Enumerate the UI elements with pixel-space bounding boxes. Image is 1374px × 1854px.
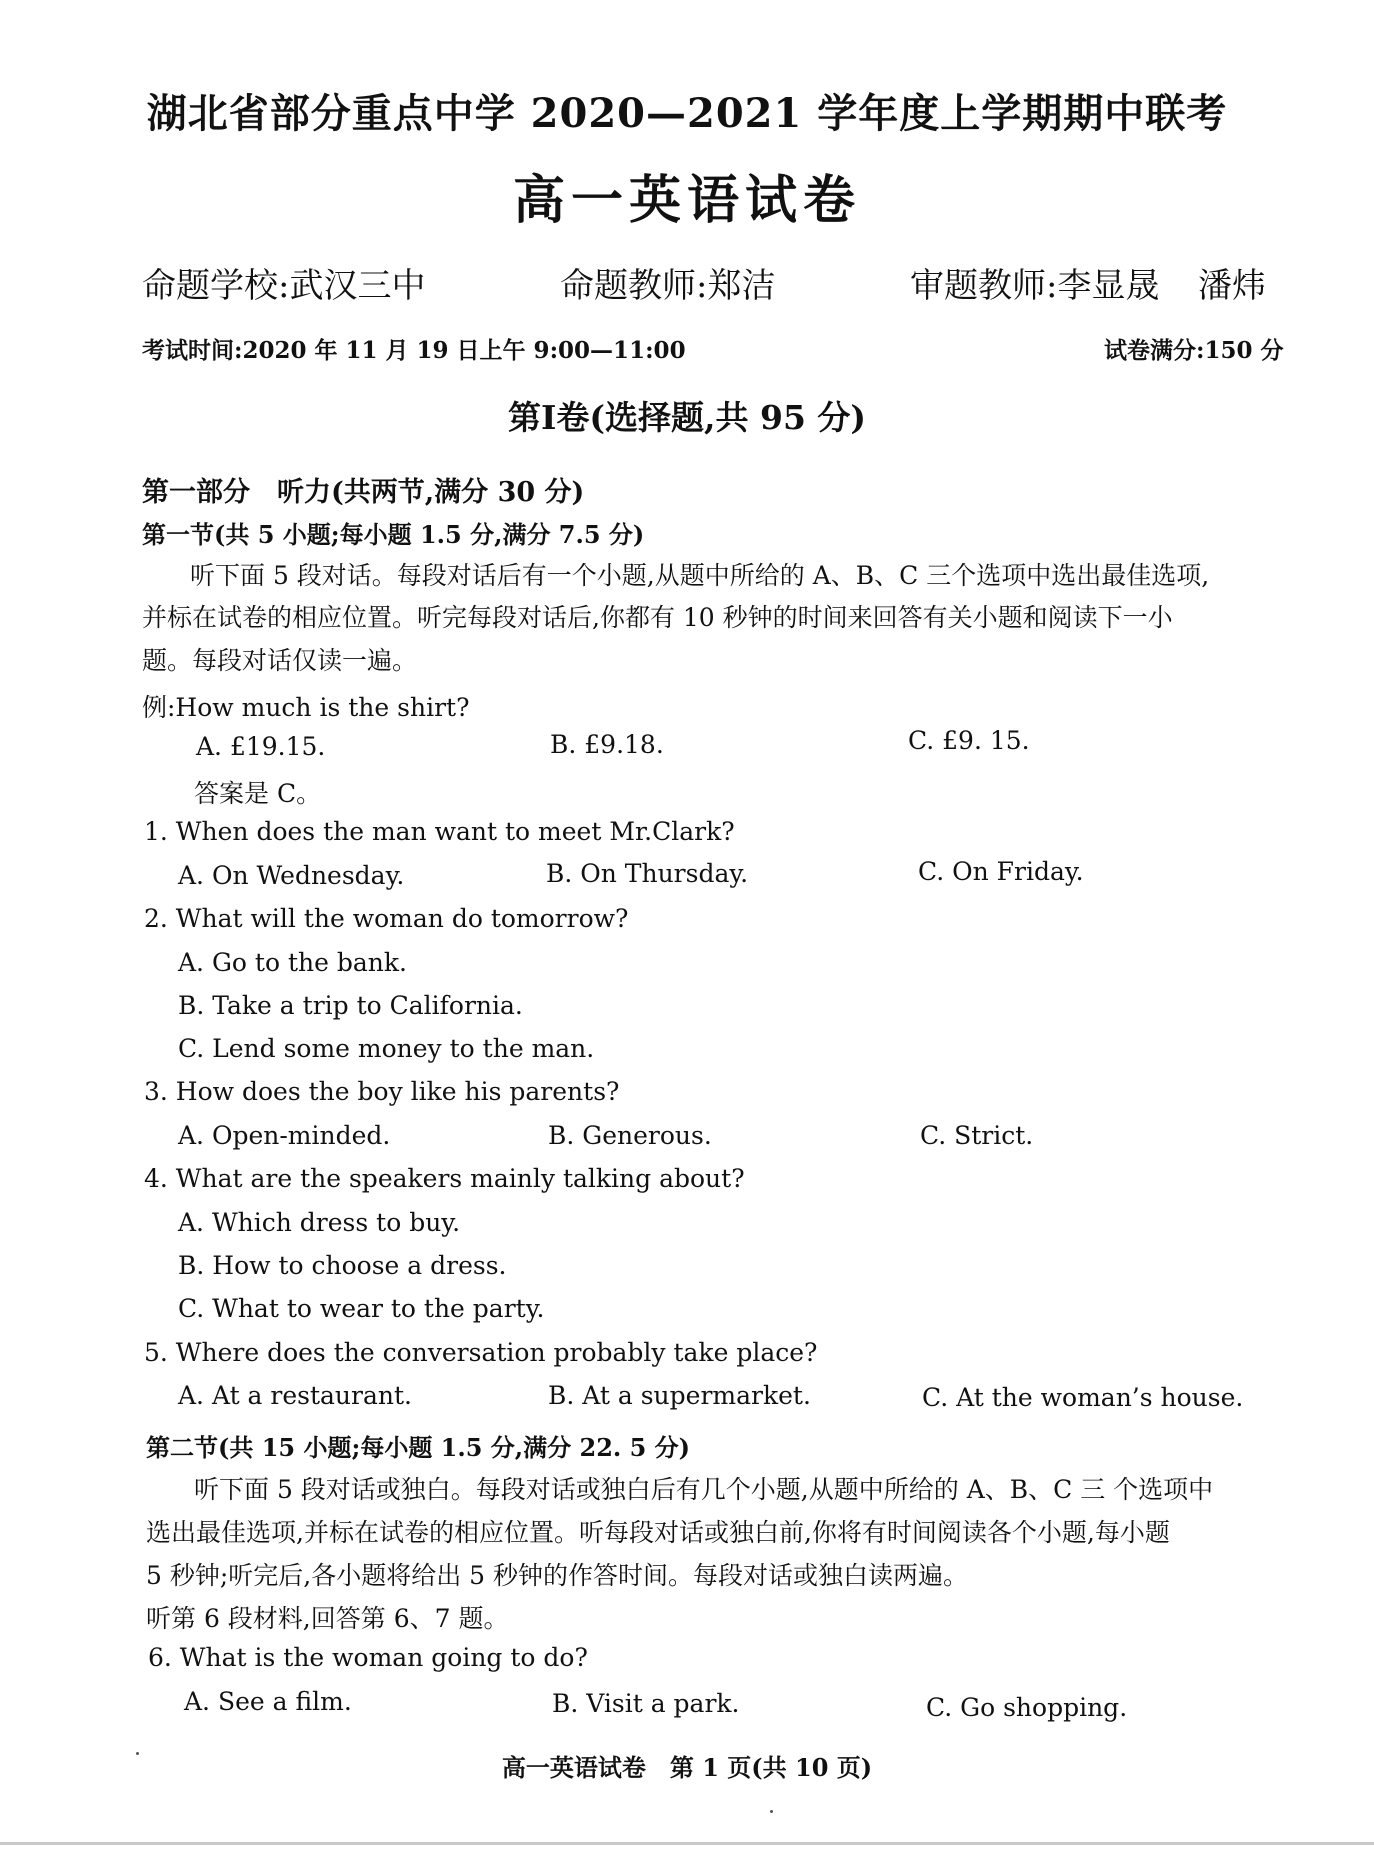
answer-option: B. Take a trip to California. — [178, 991, 523, 1020]
scan-speck — [136, 1752, 139, 1755]
answer-option: B. Generous. — [548, 1121, 712, 1150]
question-stem: 1. When does the man want to meet Mr.Clark? — [144, 817, 735, 846]
page-footer: 高一英语试卷 第 1 页(共 10 页) — [501, 1753, 873, 1782]
exam-time: 考试时间:2020 年 11 月 19 日上午 9:00—11:00 — [142, 337, 686, 364]
answer-option: C. Strict. — [920, 1121, 1034, 1150]
setter-teacher: 命题教师:郑洁 — [560, 266, 776, 306]
volume-title: 第Ⅰ卷(选择题,共 95 分) — [507, 398, 867, 437]
instruction-line: 5 秒钟;听完后,各小题将给出 5 秒钟的作答时间。每段对话或独白读两遍。 — [146, 1561, 969, 1590]
question-stem: 5. Where does the conversation probably take place? — [144, 1338, 818, 1367]
answer-option: C. Go shopping. — [926, 1693, 1128, 1722]
section-title: 第一节(共 5 小题;每小题 1.5 分,满分 7.5 分) — [142, 520, 645, 549]
answer-option: A. Which dress to buy. — [178, 1208, 461, 1237]
material-note: 听第 6 段材料,回答第 6、7 题。 — [146, 1604, 509, 1633]
full-score: 试卷满分:150 分 — [1104, 337, 1284, 364]
exam-subtitle: 高一英语试卷 — [512, 170, 861, 231]
answer-option: B. Visit a park. — [552, 1689, 740, 1718]
answer-option: A. On Wednesday. — [178, 861, 405, 890]
instruction-line: 听下面 5 段对话或独白。每段对话或独白后有几个小题,从题中所给的 A、B、C 三 个选项中 — [194, 1475, 1214, 1504]
answer-option: B. At a supermarket. — [548, 1381, 811, 1410]
answer-option: C. On Friday. — [918, 857, 1084, 886]
answer-option: A. Go to the bank. — [178, 948, 407, 977]
example-question: 例:How much is the shirt? — [142, 693, 470, 722]
instruction-line: 并标在试卷的相应位置。听完每段对话后,你都有 10 秒钟的时间来回答有关小题和阅读下一小 — [142, 603, 1173, 632]
answer-option: B. On Thursday. — [546, 859, 749, 888]
answer-option: C. What to wear to the party. — [178, 1294, 545, 1323]
example-option: A. £19.15. — [196, 732, 326, 761]
instruction-line: 题。每段对话仅读一遍。 — [142, 646, 418, 675]
instruction-line: 听下面 5 段对话。每段对话后有一个小题,从题中所给的 A、B、C 三个选项中选出最佳选项, — [190, 561, 1210, 590]
answer-option: C. Lend some money to the man. — [178, 1034, 595, 1063]
part-title: 第一部分 听力(共两节,满分 30 分) — [142, 477, 585, 508]
question-stem: 6. What is the woman going to do? — [148, 1643, 588, 1672]
question-stem: 4. What are the speakers mainly talking about? — [144, 1164, 745, 1193]
question-stem: 2. What will the woman do tomorrow? — [144, 904, 629, 933]
scan-speck — [770, 1810, 773, 1813]
answer-option: B. How to choose a dress. — [178, 1251, 507, 1280]
question-stem: 3. How does the boy like his parents? — [144, 1077, 620, 1106]
answer-option: A. See a film. — [184, 1687, 352, 1716]
exam-title: 湖北省部分重点中学 2020—2021 学年度上学期期中联考 — [146, 90, 1228, 137]
instruction-line: 选出最佳选项,并标在试卷的相应位置。听每段对话或独白前,你将有时间阅读各个小题,每小题 — [146, 1518, 1170, 1547]
reviewer-teacher-2: 潘炜 — [1198, 266, 1266, 306]
scan-edge — [0, 1842, 1374, 1845]
answer-option: A. Open-minded. — [178, 1121, 391, 1150]
example-answer: 答案是 C。 — [194, 779, 322, 808]
example-option: B. £9.18. — [550, 730, 664, 759]
example-option: C. £9. 15. — [908, 726, 1030, 755]
answer-option: A. At a restaurant. — [178, 1381, 412, 1410]
reviewer-teacher: 审题教师:李显晟 — [910, 266, 1160, 306]
answer-option: C. At the woman’s house. — [922, 1383, 1244, 1412]
section-title: 第二节(共 15 小题;每小题 1.5 分,满分 22. 5 分) — [146, 1433, 691, 1462]
setter-school: 命题学校:武汉三中 — [142, 266, 426, 306]
